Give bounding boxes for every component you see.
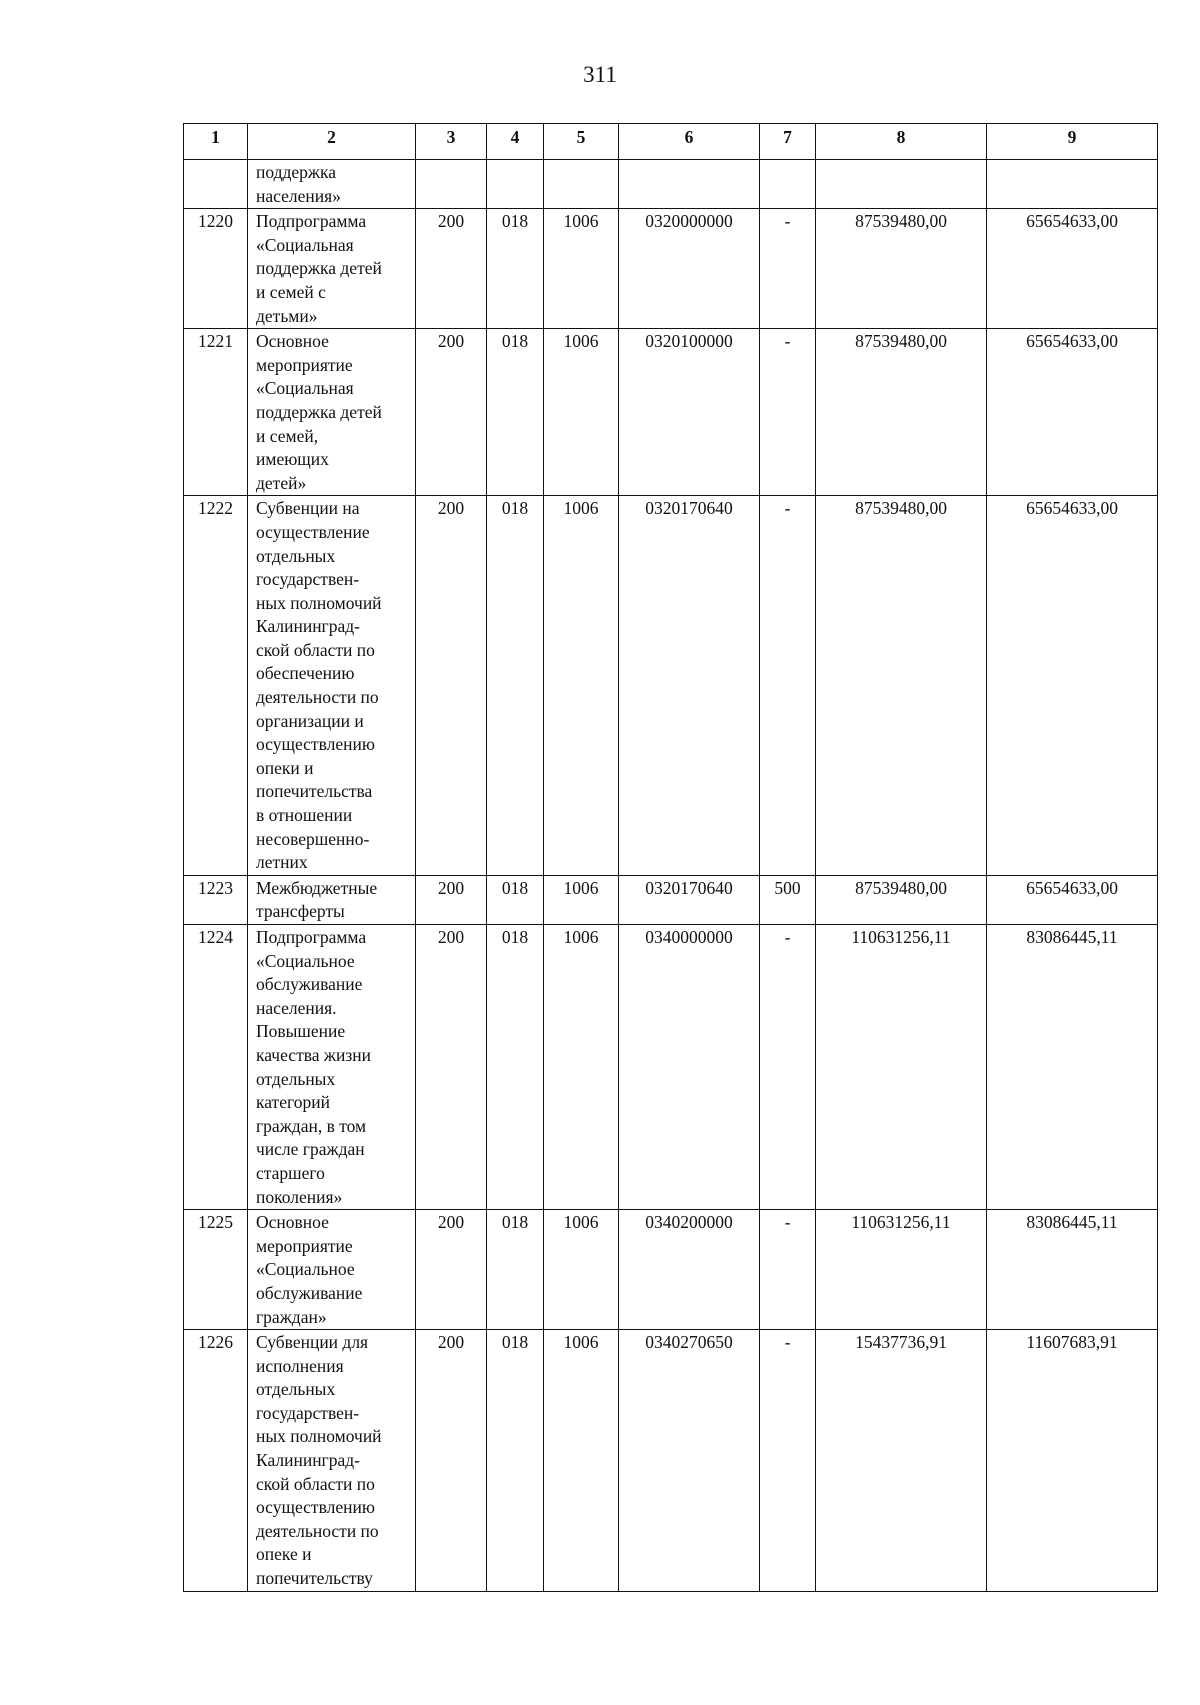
table-cell: 018 (487, 329, 544, 496)
table-cell: 200 (416, 1210, 487, 1330)
table-cell: - (760, 496, 816, 876)
table-cell: 200 (416, 1330, 487, 1592)
table-cell: 018 (487, 209, 544, 329)
amount-cell: 83086445,11 (987, 925, 1158, 1210)
table-row (184, 329, 1158, 496)
table-cell: 1006 (544, 496, 619, 876)
amount-cell: 15437736,91 (816, 1330, 987, 1592)
amount-cell: 87539480,00 (816, 209, 987, 329)
table-cell: 0340000000 (619, 925, 760, 1210)
table-cell: 200 (416, 329, 487, 496)
row-number-cell: 1223 (184, 875, 248, 924)
header-row (184, 124, 1158, 160)
table-row (184, 209, 1158, 329)
table-cell: 200 (416, 925, 487, 1210)
table-cell: 018 (487, 875, 544, 924)
table-cell: 018 (487, 1210, 544, 1330)
table-cell: - (760, 1210, 816, 1330)
table-cell: 018 (487, 496, 544, 876)
amount-cell: 65654633,00 (987, 209, 1158, 329)
amount-cell: 87539480,00 (816, 329, 987, 496)
table-cell: 0320170640 (619, 496, 760, 876)
row-name-cell: Подпрограмма «Социальное обслуживание населения. Повышение качества жизни отдельных категорий граждан, в том числе граждан старшего поколения» (248, 925, 416, 1210)
table-cell: 0320000000 (619, 209, 760, 329)
column-header: 2 (248, 124, 416, 160)
row-name-cell: Межбюджетные трансферты (248, 875, 416, 924)
table-cell: 1006 (544, 925, 619, 1210)
table-cell (987, 160, 1158, 209)
table-cell: 0340200000 (619, 1210, 760, 1330)
amount-cell: 110631256,11 (816, 1210, 987, 1330)
table-cell: - (760, 925, 816, 1210)
table-cell: 0320170640 (619, 875, 760, 924)
row-name-cell: Субвенции для исполнения отдельных государствен- ных полномочий Калининград- ской области по осуществлению деятельности по опеке и попечительству (248, 1330, 416, 1592)
row-number-cell: 1221 (184, 329, 248, 496)
budget-table (183, 123, 1158, 1592)
page-number: 311 (583, 62, 617, 87)
column-header: 4 (487, 124, 544, 160)
table-cell (487, 160, 544, 209)
column-header: 1 (184, 124, 248, 160)
table-cell: - (760, 209, 816, 329)
row-number-cell (184, 160, 248, 209)
continuation-row (184, 160, 1158, 209)
row-name-cell: Основное мероприятие «Социальная поддержка детей и семей, имеющих детей» (248, 329, 416, 496)
table-row (184, 1330, 1158, 1592)
table-cell: 500 (760, 875, 816, 924)
table-cell: 1006 (544, 1330, 619, 1592)
row-number-cell: 1226 (184, 1330, 248, 1592)
table-row (184, 925, 1158, 1210)
table-cell: - (760, 329, 816, 496)
table-cell (619, 160, 760, 209)
table-cell: 200 (416, 496, 487, 876)
table-cell: 0320100000 (619, 329, 760, 496)
table-cell: 1006 (544, 875, 619, 924)
row-number-cell: 1225 (184, 1210, 248, 1330)
column-header: 6 (619, 124, 760, 160)
table-row (184, 875, 1158, 924)
amount-cell: 11607683,91 (987, 1330, 1158, 1592)
amount-cell: 65654633,00 (987, 329, 1158, 496)
table-cell: 018 (487, 1330, 544, 1592)
column-header: 3 (416, 124, 487, 160)
table-cell (760, 160, 816, 209)
table-row (184, 496, 1158, 876)
row-name-cell: Субвенции на осуществление отдельных государствен- ных полномочий Калининград- ской области по обеспечению деятельности по организации и осуществлению опеки и попечительства в отношении несовершенно- летних (248, 496, 416, 876)
column-header: 7 (760, 124, 816, 160)
amount-cell: 87539480,00 (816, 875, 987, 924)
row-name-cell: поддержка населения» (248, 160, 416, 209)
table-cell (816, 160, 987, 209)
row-number-cell: 1220 (184, 209, 248, 329)
column-header: 8 (816, 124, 987, 160)
row-number-cell: 1224 (184, 925, 248, 1210)
column-header: 9 (987, 124, 1158, 160)
table-cell: 0340270650 (619, 1330, 760, 1592)
table-cell (416, 160, 487, 209)
table-row (184, 1210, 1158, 1330)
amount-cell: 65654633,00 (987, 496, 1158, 876)
table-cell: 200 (416, 875, 487, 924)
table-cell: 200 (416, 209, 487, 329)
table-cell: 1006 (544, 209, 619, 329)
table-cell: 018 (487, 925, 544, 1210)
amount-cell: 65654633,00 (987, 875, 1158, 924)
table-cell: 1006 (544, 1210, 619, 1330)
table-cell: - (760, 1330, 816, 1592)
row-name-cell: Подпрограмма «Социальная поддержка детей и семей с детьми» (248, 209, 416, 329)
row-name-cell: Основное мероприятие «Социальное обслуживание граждан» (248, 1210, 416, 1330)
table-cell (544, 160, 619, 209)
amount-cell: 87539480,00 (816, 496, 987, 876)
table-cell: 1006 (544, 329, 619, 496)
amount-cell: 110631256,11 (816, 925, 987, 1210)
amount-cell: 83086445,11 (987, 1210, 1158, 1330)
column-header: 5 (544, 124, 619, 160)
row-number-cell: 1222 (184, 496, 248, 876)
